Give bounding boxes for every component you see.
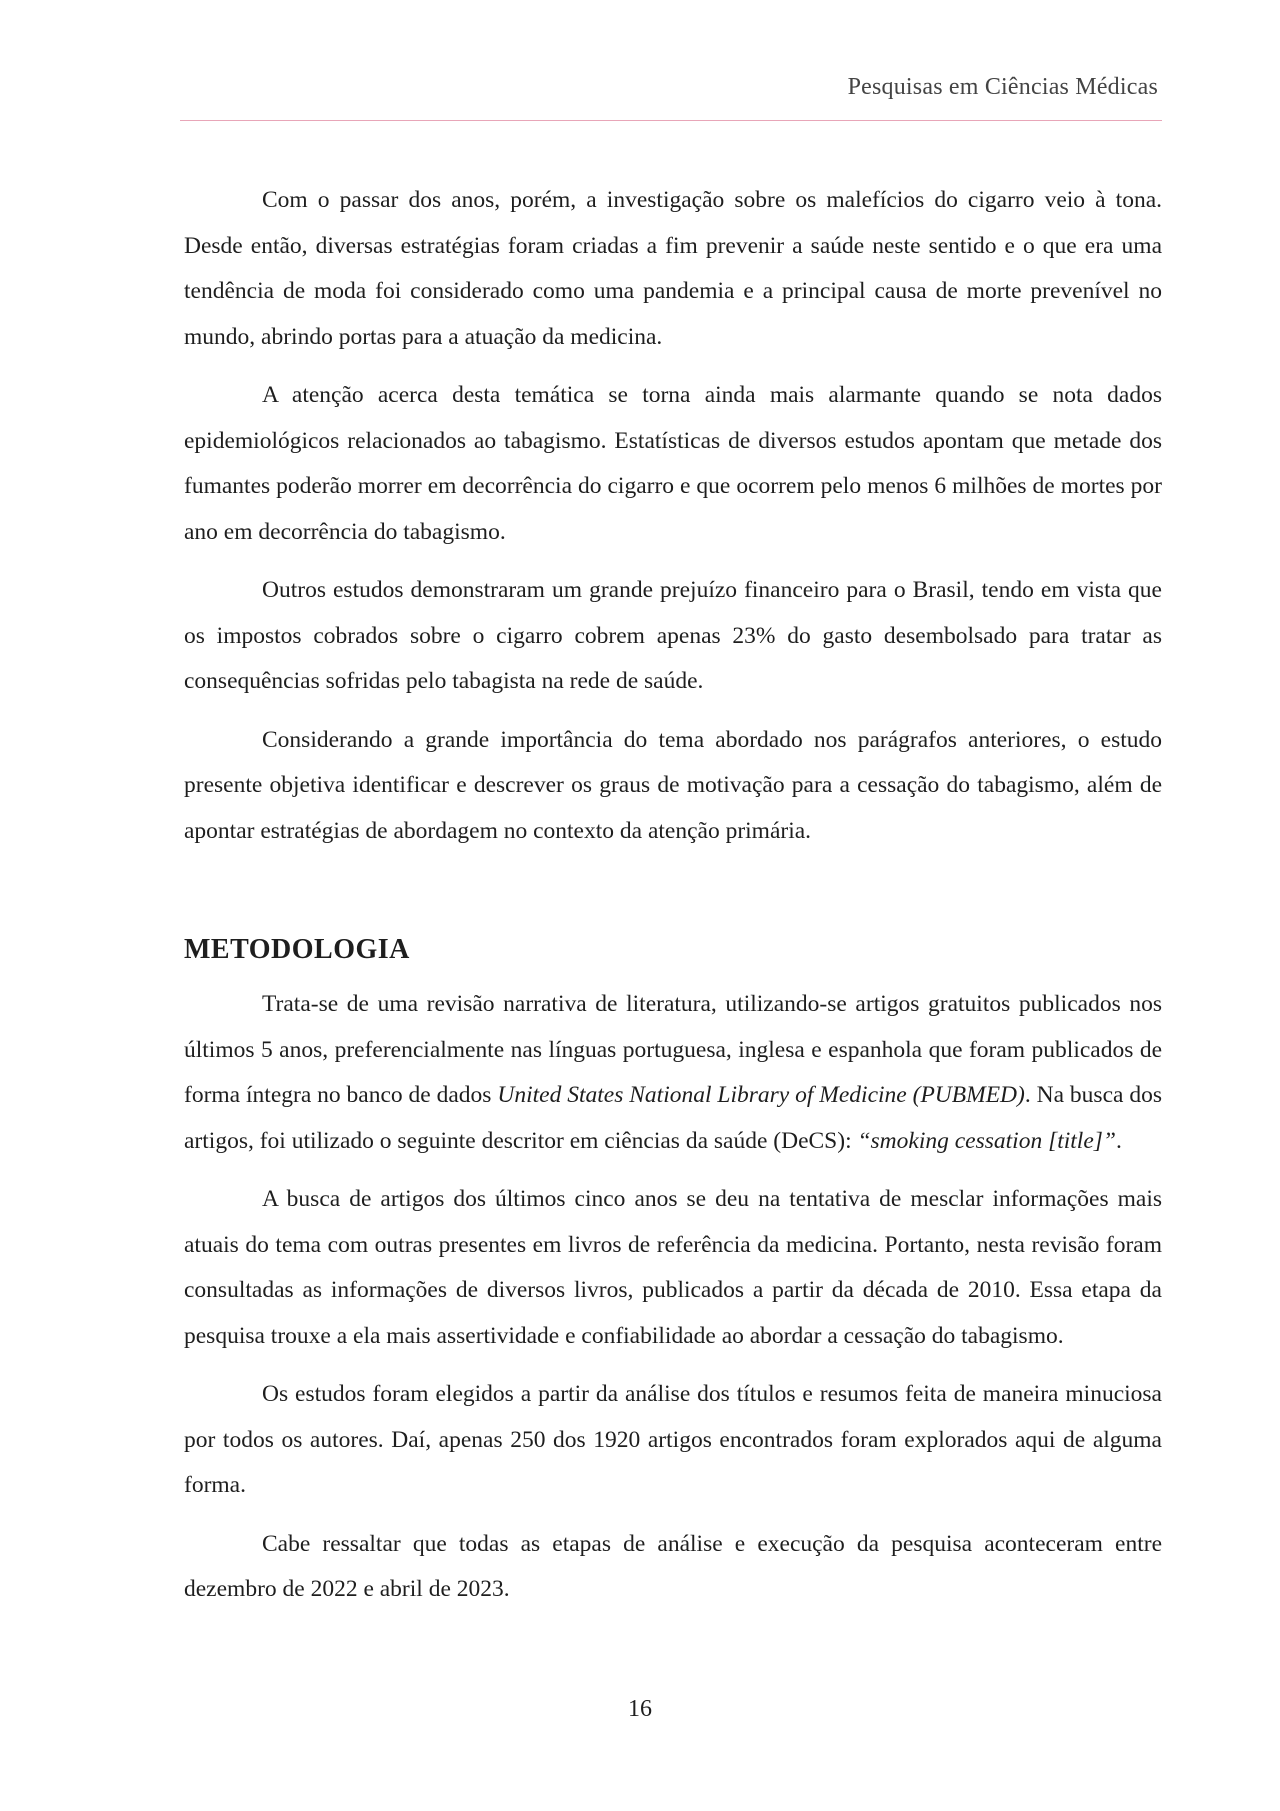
page-number: 16 xyxy=(628,1696,652,1722)
header-divider xyxy=(180,120,1162,121)
section-title-methodology: METODOLOGIA xyxy=(184,934,410,965)
intro-paragraph-1: Com o passar dos anos, porém, a investigação sobre os malefícios do cigarro veio à tona. Desde então, diversas estratégias foram criadas a fim prevenir a saúde neste sentido e o que era uma tendência de moda foi considerado como uma pandemia e a principal causa de morte prevenível no mundo, abrindo portas para a atuação da medicina. xyxy=(184,187,1162,350)
running-header-title: Pesquisas em Ciências Médicas xyxy=(847,74,1158,100)
methodology-paragraph-2: A busca de artigos dos últimos cinco anos se deu na tentativa de mesclar informações mais atuais do tema com outras presentes em livros de referência da medicina. Portanto, nesta revisão foram consultadas as informações de diversos livros, publicados a partir da década de 2010. Essa etapa da pesquisa trouxe a ela mais assertividade e confiabilidade ao abordar a cessação do tabagismo. xyxy=(184,1186,1162,1349)
methodology-text-part1: Trata-se de uma revisão narrativa de literatura, utilizando-se artigos gratuitos publicados nos últimos 5 anos, preferencialmente nas línguas portuguesa, inglesa e espanhola que foram publicados de forma íntegra no banco de dados xyxy=(184,991,1162,1108)
methodology-text-part2: . Na busca dos artigos, foi utilizado o seguinte descritor em ciências da saúde (DeCS): xyxy=(184,1082,1162,1154)
methodology-paragraph-4: Cabe ressaltar que todas as etapas de análise e execução da pesquisa aconteceram entre dezembro de 2022 e abril de 2023. xyxy=(184,1530,1162,1602)
methodology-paragraph-3: Os estudos foram elegidos a partir da análise dos títulos e resumos feita de maneira minuciosa por todos os autores. Daí, apenas 250 dos 1920 artigos encontrados foram explorados aqui de alguma forma. xyxy=(184,1381,1162,1498)
intro-paragraph-3: Outros estudos demonstraram um grande prejuízo financeiro para o Brasil, tendo em vista que os impostos cobrados sobre o cigarro cobrem apenas 23% do gasto desembolsado para tratar as consequências sofridas pelo tabagista na rede de saúde. xyxy=(184,577,1162,694)
page-body xyxy=(184,178,1162,1626)
intro-paragraph-4: Considerando a grande importância do tema abordado nos parágrafos anteriores, o estudo presente objetiva identificar e descrever os graus de motivação para a cessação do tabagismo, além de apontar estratégias de abordagem no contexto da atenção primária. xyxy=(184,726,1162,844)
intro-paragraph-2: A atenção acerca desta temática se torna ainda mais alarmante quando se nota dados epidemiológicos relacionados ao tabagismo. Estatísticas de diversos estudos apontam que metade dos fumantes poderão morrer em decorrência do cigarro e que ocorrem pelo menos 6 milhões de mortes por ano em decorrência do tabagismo. xyxy=(184,382,1162,545)
database-name: United States National Library of Medicine (PUBMED) xyxy=(497,1082,1025,1108)
methodology-paragraph-1 xyxy=(184,982,1162,1164)
methodology-text-part3: . xyxy=(1115,1127,1122,1154)
search-descriptor: “smoking cessation [title]” xyxy=(857,1127,1116,1154)
